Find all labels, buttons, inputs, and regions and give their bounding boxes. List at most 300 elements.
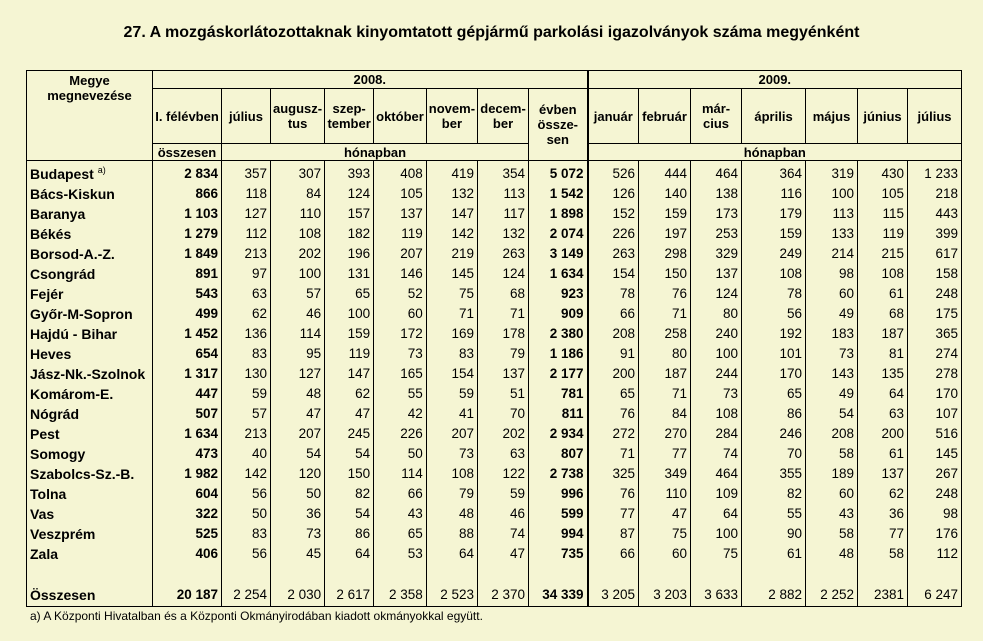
value-cell: 107 [908,404,962,424]
value-cell: 325 [588,464,639,484]
value-cell: 1 898 [529,204,588,224]
value-cell: 77 [588,504,639,524]
value-cell: 59 [478,484,529,504]
value-cell: 137 [858,464,908,484]
value-cell: 159 [325,324,374,344]
value-cell: 183 [806,324,858,344]
value-cell: 114 [271,324,325,344]
value-cell: 65 [325,284,374,304]
value-cell: 73 [806,344,858,364]
value-cell: 187 [858,324,908,344]
value-cell: 57 [271,284,325,304]
table-body [27,161,962,607]
table-row [27,344,962,364]
value-cell: 86 [325,524,374,544]
value-cell: 526 [588,161,639,185]
row-name-text: Tolna [30,486,67,502]
value-cell: 197 [639,224,691,244]
header-month-2009: május [806,89,858,144]
table-row [27,444,962,464]
row-name-text: Komárom-E. [30,386,114,402]
value-cell: 56 [222,484,271,504]
row-name [27,284,153,304]
value-cell: 60 [639,544,691,564]
header-month-2008: decem-ber [478,89,529,144]
value-cell: 994 [529,524,588,544]
value-cell: 2 358 [374,584,427,607]
header-empty [27,144,153,161]
spacer-cell [271,564,325,584]
row-name [27,404,153,424]
value-cell: 213 [222,424,271,444]
value-cell: 599 [529,504,588,524]
header-month-2009: már-cius [691,89,742,144]
value-cell: 214 [806,244,858,264]
value-cell: 516 [908,424,962,444]
value-cell: 208 [588,324,639,344]
row-name-text: Budapest [30,166,94,182]
value-cell: 263 [478,244,529,264]
value-cell: 249 [742,244,806,264]
value-cell: 145 [908,444,962,464]
value-cell: 298 [639,244,691,264]
header-month-2008: szep-tember [325,89,374,144]
value-cell: 73 [691,384,742,404]
value-cell: 50 [271,484,325,504]
value-cell: 71 [639,304,691,324]
table-row [27,384,962,404]
value-cell: 200 [858,424,908,444]
value-cell: 77 [639,444,691,464]
value-cell: 248 [908,284,962,304]
value-cell: 70 [742,444,806,464]
row-name [27,424,153,444]
value-cell: 150 [639,264,691,284]
value-cell: 46 [478,504,529,524]
value-cell: 61 [858,444,908,464]
row-name-text: Pest [30,426,60,442]
value-cell: 55 [742,504,806,524]
value-cell: 1 982 [153,464,222,484]
row-name [27,484,153,504]
value-cell: 61 [742,544,806,564]
value-cell: 176 [908,524,962,544]
table-row [27,524,962,544]
value-cell: 135 [858,364,908,384]
value-cell: 63 [858,404,908,424]
value-cell: 66 [374,484,427,504]
value-cell: 115 [858,204,908,224]
value-cell: 73 [426,444,477,464]
value-cell: 71 [639,384,691,404]
value-cell: 43 [374,504,427,524]
value-cell: 43 [806,504,858,524]
row-name-text: Baranya [30,206,86,222]
data-table [26,70,962,607]
value-cell: 170 [908,384,962,404]
value-cell: 3 205 [588,584,639,607]
row-name-text: Bács-Kiskun [30,186,115,202]
value-cell: 1 317 [153,364,222,384]
value-cell: 357 [222,161,271,185]
value-cell: 207 [426,424,477,444]
value-cell: 1 103 [153,204,222,224]
value-cell: 80 [639,344,691,364]
value-cell: 419 [426,161,477,185]
row-name-text: Nógrád [30,406,79,422]
value-cell: 127 [222,204,271,224]
value-cell: 307 [271,161,325,185]
value-cell: 119 [374,224,427,244]
value-cell: 100 [691,344,742,364]
value-cell: 60 [806,484,858,504]
value-cell: 64 [325,544,374,564]
value-cell: 59 [426,384,477,404]
value-cell: 146 [374,264,427,284]
header-month-2009: június [858,89,908,144]
value-cell: 245 [325,424,374,444]
value-cell: 116 [742,184,806,204]
value-cell: 58 [806,444,858,464]
row-name [27,161,153,185]
spacer-cell [529,564,588,584]
value-cell: 118 [222,184,271,204]
value-cell: 2 617 [325,584,374,607]
value-cell: 443 [908,204,962,224]
value-cell: 56 [742,304,806,324]
value-cell: 80 [691,304,742,324]
value-cell: 84 [639,404,691,424]
table-row [27,404,962,424]
value-cell: 75 [639,524,691,544]
value-cell: 64 [426,544,477,564]
value-cell: 909 [529,304,588,324]
value-cell: 48 [271,384,325,404]
value-cell: 525 [153,524,222,544]
header-felev: I. félévben [153,89,222,144]
header-evben: évben össze-sen [529,89,588,161]
value-cell: 5 072 [529,161,588,185]
value-cell: 891 [153,264,222,284]
value-cell: 40 [222,444,271,464]
value-cell: 50 [374,444,427,464]
value-cell: 278 [908,364,962,384]
value-cell: 130 [222,364,271,384]
value-cell: 393 [325,161,374,185]
value-cell: 319 [806,161,858,185]
value-cell: 170 [742,364,806,384]
value-cell: 270 [639,424,691,444]
row-name-text: Összesen [30,587,96,603]
value-cell: 97 [222,264,271,284]
value-cell: 77 [858,524,908,544]
value-cell: 213 [222,244,271,264]
value-cell: 1 186 [529,344,588,364]
row-name [27,184,153,204]
row-name-text: Fejér [30,286,64,302]
value-cell: 36 [858,504,908,524]
value-cell: 108 [858,264,908,284]
value-cell: 132 [426,184,477,204]
header-month-2009: április [742,89,806,144]
value-cell: 147 [426,204,477,224]
value-cell: 226 [374,424,427,444]
table-row [27,484,962,504]
value-cell: 79 [478,344,529,364]
value-cell: 47 [639,504,691,524]
header-megye: Megye megnevezése [27,71,153,144]
header-month-2008: novem-ber [426,89,477,144]
value-cell: 137 [374,204,427,224]
value-cell: 108 [271,224,325,244]
value-cell: 87 [588,524,639,544]
table-row [27,424,962,444]
value-cell: 119 [858,224,908,244]
row-name-text: Borsod-A.-Z. [30,246,115,262]
value-cell: 49 [806,384,858,404]
value-cell: 202 [271,244,325,264]
value-cell: 617 [908,244,962,264]
value-cell: 70 [478,404,529,424]
row-name [27,444,153,464]
value-cell: 54 [806,404,858,424]
value-cell: 604 [153,484,222,504]
value-cell: 42 [374,404,427,424]
value-cell: 473 [153,444,222,464]
value-cell: 124 [478,264,529,284]
value-cell: 464 [691,464,742,484]
row-name-text: Győr-M-Sopron [30,306,133,322]
value-cell: 154 [426,364,477,384]
row-name [27,304,153,324]
value-cell: 329 [691,244,742,264]
value-cell: 136 [222,324,271,344]
value-cell: 2 834 [153,161,222,185]
value-cell: 207 [271,424,325,444]
table-row [27,184,962,204]
row-name-text: Somogy [30,446,86,462]
value-cell: 84 [271,184,325,204]
value-cell: 68 [858,304,908,324]
value-cell: 158 [908,264,962,284]
value-cell: 62 [858,484,908,504]
spacer-cell [742,564,806,584]
value-cell: 54 [325,504,374,524]
header-year-2009: 2009. [588,71,962,89]
value-cell: 50 [222,504,271,524]
header-month-2008: augusz-tus [271,89,325,144]
spacer-cell [478,564,529,584]
header-month-2008: július [222,89,271,144]
row-name-text: Veszprém [30,526,96,542]
value-cell: 2 252 [806,584,858,607]
row-name [27,384,153,404]
value-cell: 258 [639,324,691,344]
value-cell: 196 [325,244,374,264]
value-cell: 64 [691,504,742,524]
row-name [27,204,153,224]
value-cell: 807 [529,444,588,464]
table-title: 27. A mozgáskorlátozottaknak kinyomtatott gépjármű parkolási igazolványok száma megyénként [123,24,860,41]
value-cell: 45 [271,544,325,564]
value-cell: 54 [271,444,325,464]
value-cell: 62 [325,384,374,404]
spacer-cell [639,564,691,584]
value-cell: 71 [426,304,477,324]
row-name-text: Szabolcs-Sz.-B. [30,466,135,482]
value-cell: 74 [478,524,529,544]
value-cell: 52 [374,284,427,304]
value-cell: 3 633 [691,584,742,607]
value-cell: 200 [588,364,639,384]
header-month-2009: július [908,89,962,144]
value-cell: 81 [858,344,908,364]
value-cell: 6 247 [908,584,962,607]
row-name [27,244,153,264]
value-cell: 159 [639,204,691,224]
row-name-text: Jász-Nk.-Szolnok [30,366,146,382]
table-row [27,264,962,284]
value-cell: 507 [153,404,222,424]
value-cell: 1 634 [153,424,222,444]
value-cell: 272 [588,424,639,444]
value-cell: 399 [908,224,962,244]
value-cell: 189 [806,464,858,484]
value-cell: 98 [806,264,858,284]
value-cell: 41 [426,404,477,424]
value-cell: 83 [426,344,477,364]
spacer-cell [222,564,271,584]
value-cell: 2 254 [222,584,271,607]
value-cell: 47 [325,404,374,424]
value-cell: 244 [691,364,742,384]
table-row [27,244,962,264]
value-cell: 2 030 [271,584,325,607]
spacer-cell [908,564,962,584]
value-cell: 253 [691,224,742,244]
value-cell: 78 [588,284,639,304]
value-cell: 105 [858,184,908,204]
value-cell: 53 [374,544,427,564]
value-cell: 117 [478,204,529,224]
value-cell: 2 370 [478,584,529,607]
value-cell: 54 [325,444,374,464]
table-row [27,284,962,304]
value-cell: 120 [271,464,325,484]
value-cell: 145 [426,264,477,284]
value-cell: 157 [325,204,374,224]
spacer-cell [153,564,222,584]
value-cell: 100 [806,184,858,204]
value-cell: 137 [691,264,742,284]
value-cell: 165 [374,364,427,384]
value-cell: 147 [325,364,374,384]
value-cell: 154 [588,264,639,284]
value-cell: 143 [806,364,858,384]
value-cell: 71 [478,304,529,324]
value-cell: 63 [478,444,529,464]
value-cell: 20 187 [153,584,222,607]
value-cell: 219 [426,244,477,264]
value-cell: 63 [222,284,271,304]
value-cell: 108 [742,264,806,284]
value-cell: 3 149 [529,244,588,264]
value-cell: 866 [153,184,222,204]
value-cell: 226 [588,224,639,244]
value-cell: 49 [806,304,858,324]
spacer-cell [858,564,908,584]
header-month-2008: október [374,89,427,144]
value-cell: 654 [153,344,222,364]
value-cell: 68 [478,284,529,304]
value-cell: 543 [153,284,222,304]
value-cell: 75 [691,544,742,564]
value-cell: 58 [858,544,908,564]
value-cell: 95 [271,344,325,364]
value-cell: 66 [588,544,639,564]
value-cell: 56 [222,544,271,564]
value-cell: 61 [858,284,908,304]
value-cell: 267 [908,464,962,484]
row-name [27,504,153,524]
value-cell: 112 [908,544,962,564]
value-cell: 284 [691,424,742,444]
table-row [27,504,962,524]
spacer-cell [374,564,427,584]
value-cell: 364 [742,161,806,185]
value-cell: 2381 [858,584,908,607]
value-cell: 208 [806,424,858,444]
value-cell: 137 [478,364,529,384]
header-month-2009: február [639,89,691,144]
value-cell: 406 [153,544,222,564]
value-cell: 82 [325,484,374,504]
table-row [27,204,962,224]
value-cell: 322 [153,504,222,524]
row-name [27,364,153,384]
value-cell: 1 542 [529,184,588,204]
value-cell: 159 [742,224,806,244]
value-cell: 98 [908,504,962,524]
spacer-cell [27,564,153,584]
table-row [27,304,962,324]
value-cell: 263 [588,244,639,264]
value-cell: 138 [691,184,742,204]
value-cell: 1 634 [529,264,588,284]
row-name [27,224,153,244]
row-name-text: Vas [30,506,55,522]
value-cell: 60 [374,304,427,324]
value-cell: 365 [908,324,962,344]
table-row [27,324,962,344]
value-cell: 65 [742,384,806,404]
value-cell: 65 [374,524,427,544]
row-name [27,464,153,484]
value-cell: 133 [806,224,858,244]
value-cell: 152 [588,204,639,224]
value-cell: 119 [325,344,374,364]
row-name-text: Heves [30,346,72,362]
row-name-text: Hajdú - Bihar [30,326,118,342]
value-cell: 215 [858,244,908,264]
spacer-cell [588,564,639,584]
value-cell: 55 [374,384,427,404]
value-cell: 444 [639,161,691,185]
value-cell: 75 [426,284,477,304]
value-cell: 735 [529,544,588,564]
value-cell: 73 [374,344,427,364]
header-month-2009: január [588,89,639,144]
